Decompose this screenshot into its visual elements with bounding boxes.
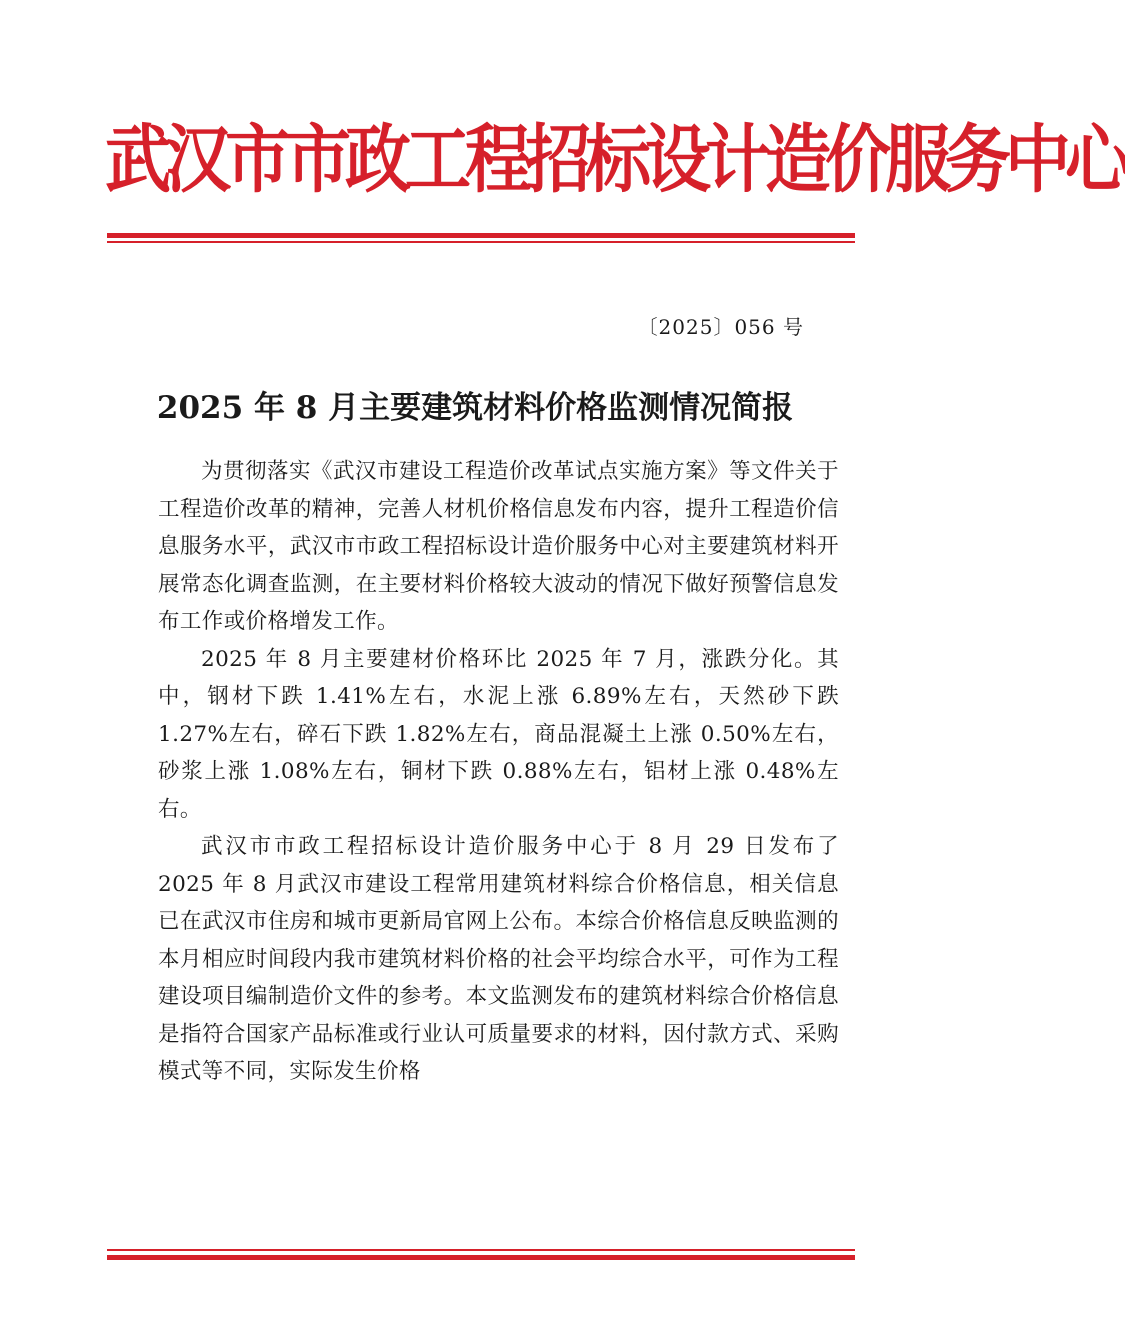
paragraph: 2025 年 8 月主要建材价格环比 2025 年 7 月，涨跌分化。其中，钢材下跌 1.41%左右，水泥上涨 6.89%左右，天然砂下跌 1.27%左右，碎石下跌 1.82%左右，商品混凝土上涨 0.50%左右，砂浆上涨 1.08%左右，铜材下跌 0.88%左右，铝材上涨 0.48%左右。 [158, 646, 839, 822]
footer-divider-thick [107, 1255, 855, 1260]
paragraph: 为贯彻落实《武汉市建设工程造价改革试点实施方案》等文件关于工程造价改革的精神，完善人材机价格信息发布内容，提升工程造价信息服务水平，武汉市市政工程招标设计造价服务中心对主要建筑材料开展常态化调查监测，在主要材料价格较大波动的情况下做好预警信息发布工作或价格增发工作。 [158, 459, 839, 634]
header-divider-thick [107, 233, 855, 238]
document-number: 〔2025〕056 号 [637, 315, 804, 339]
document-title: 2025 年 8 月主要建筑材料价格监测情况简报 [156, 390, 794, 426]
organization-masthead: 武汉市市政工程招标设计造价服务中心 [105, 115, 1125, 204]
document-body [158, 453, 839, 1091]
header-divider-thin [107, 241, 855, 243]
paragraph: 武汉市市政工程招标设计造价服务中心于 8 月 29 日发布了 2025 年 8 月武汉市建设工程常用建筑材料综合价格信息，相关信息已在武汉市住房和城市更新局官网上公布。本综合价格信息反映监测的本月相应时间段内我市建筑材料价格的社会平均综合水平，可作为工程建设项目编制造价文件的参考。本文监测发布的建筑材料综合价格信息是指符合国家产品标准或行业认可质量要求的材料，因付款方式、采购模式等不同，实际发生价格 [158, 834, 839, 1084]
footer-divider-thin [107, 1249, 855, 1251]
